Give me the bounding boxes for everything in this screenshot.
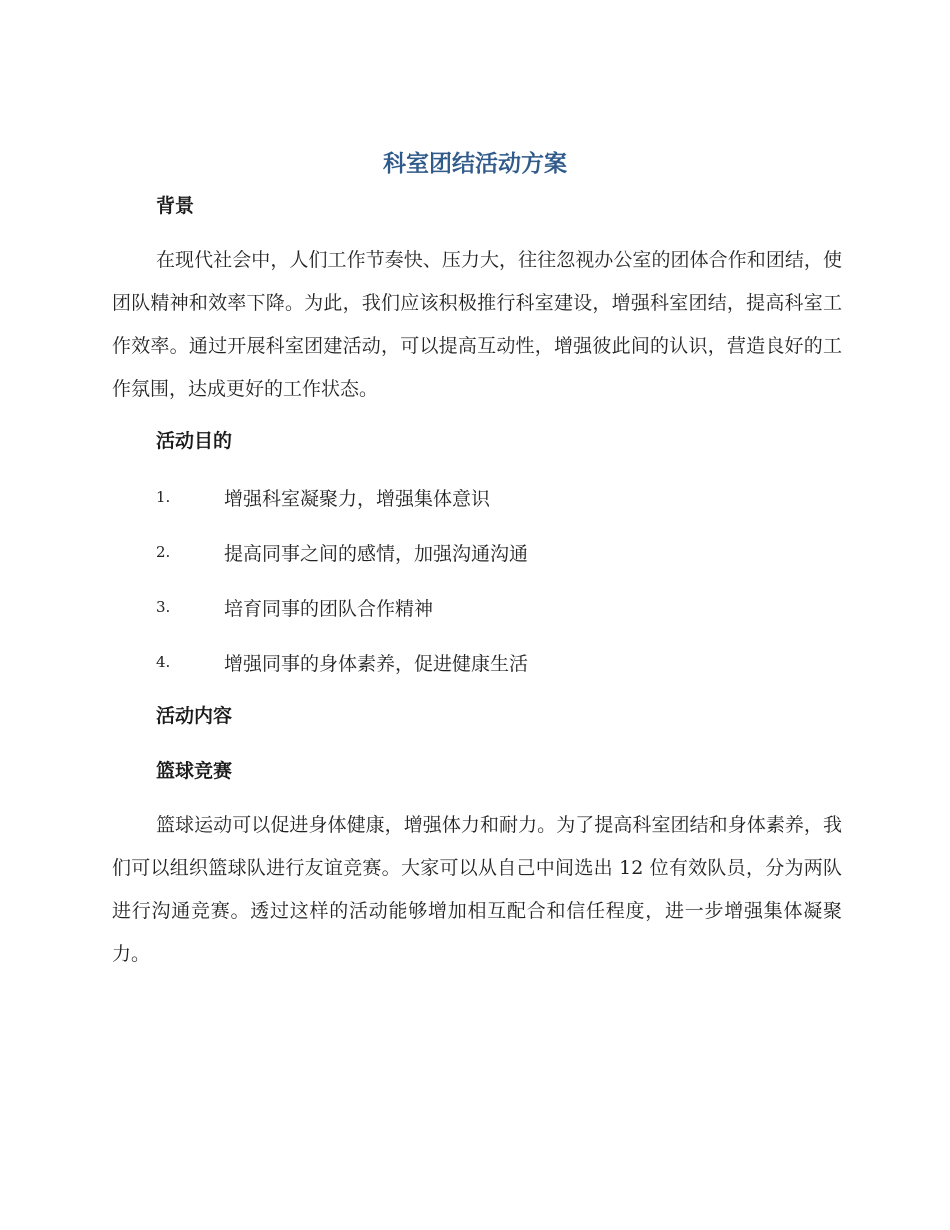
list-item [156, 647, 528, 677]
background-paragraph: 在现代社会中，人们工作节奏快、压力大，往往忽视办公室的团体合作和团结，使团队精神和效率下降。为此，我们应该积极推行科室建设，增强科室团结，提高科室工作效率。通过开展科室团建活动，可以提高互动性，增强彼此间的认识，营造良好的工作氛围，达成更好的工作状态。 [112, 249, 842, 400]
document-title: 科室团结活动方案 [383, 151, 567, 177]
list-item-text: 增强同事的身体素养，促进健康生活 [224, 652, 529, 675]
list-item-number: 4. [156, 653, 171, 671]
basketball-paragraph: 篮球运动可以促进身体健康，增强体力和耐力。为了提高科室团结和身体素养，我们可以组织篮球队进行友谊竞赛。大家可以从自己中间选出 12 位有效队员，分为两队进行沟通竞赛。透过这样的活动能够增加相互配合和信任程度，进一步增强集体凝聚力。 [112, 814, 842, 965]
list-item-text: 提高同事之间的感情，加强沟通沟通 [224, 542, 529, 565]
list-item [156, 482, 490, 512]
section-heading-content: 活动内容 [156, 705, 233, 727]
section-heading-basketball: 篮球竞赛 [156, 760, 233, 782]
list-item-number: 2. [156, 543, 171, 561]
list-item-number: 1. [156, 488, 171, 506]
list-item [156, 592, 433, 622]
list-item-text: 培育同事的团队合作精神 [224, 597, 434, 620]
section-heading-background: 背景 [156, 195, 195, 217]
list-item [156, 537, 528, 567]
list-item-number: 3. [156, 598, 171, 616]
list-item-text: 增强科室凝聚力，增强集体意识 [224, 487, 491, 510]
section-heading-purpose: 活动目的 [156, 430, 233, 452]
